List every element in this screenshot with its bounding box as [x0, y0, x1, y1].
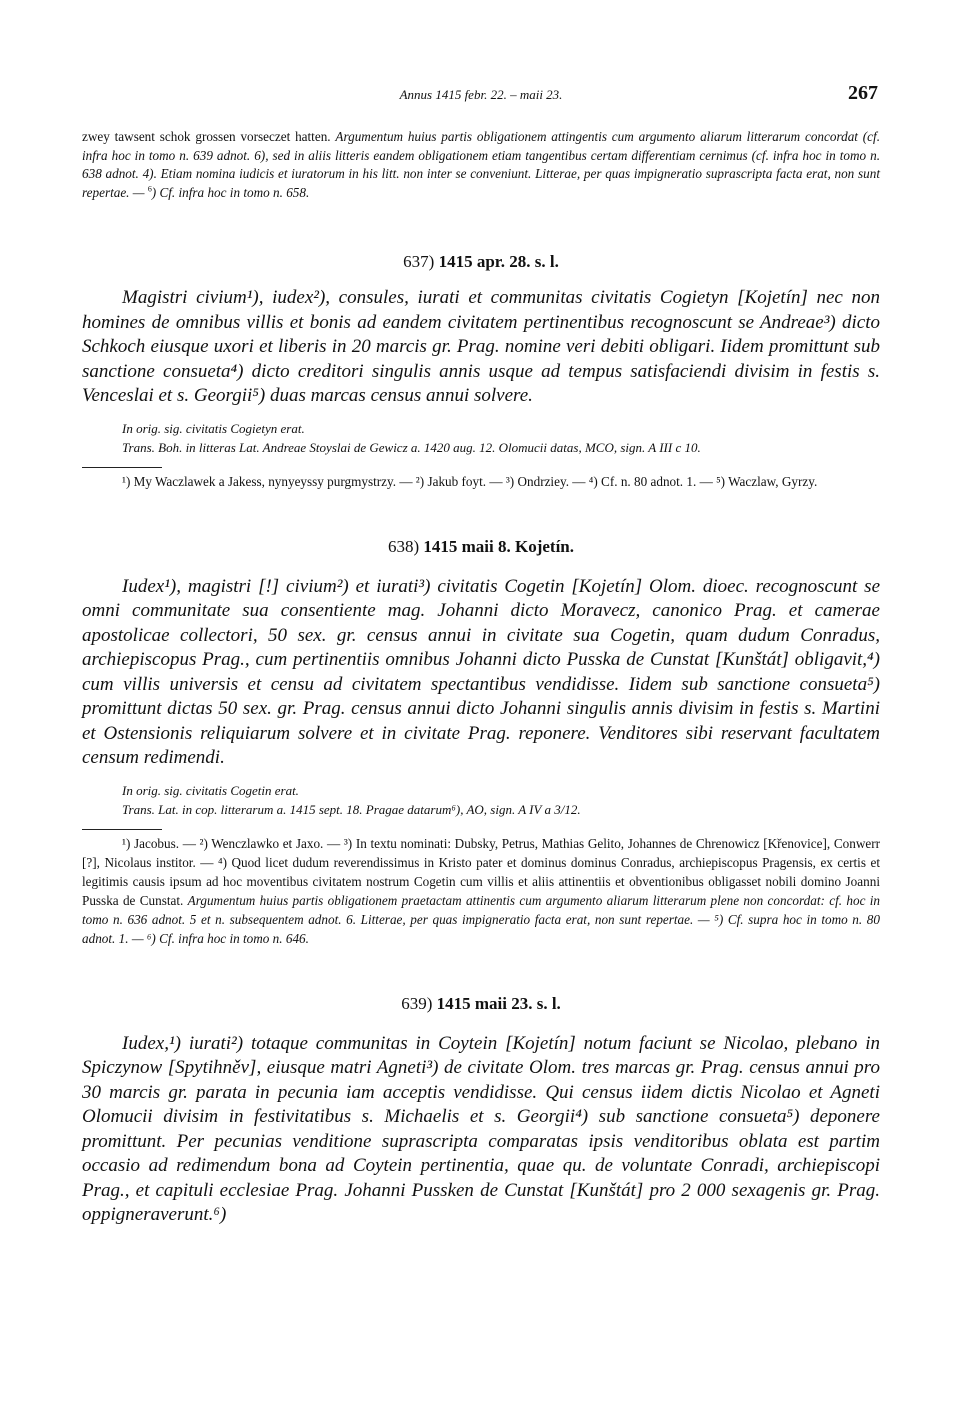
entry-heading: [82, 252, 880, 272]
tradition-line: Trans. Boh. in litteras Lat. Andreae Stoyslai de Gewicz a. 1420 aug. 12. Olomucii datas, MCO, sign. A III c 10.: [122, 439, 701, 455]
footnotes-part-b: Argumentum huius partis obligationem praetactam attinentis cum argumento aliarum litterarum plene non concordat: cf. hoc in tomo n. 636 adnot. 5 et n. subsequentem adnot. 6. Litterae, per quas impigneratio facta erat, non sunt repertae. — ⁵) Cf. supra hoc in tomo n. 80 adnot. 1. — ⁶) Cf. infra hoc in tomo n. 646.: [82, 892, 881, 946]
continuation-italic: Argumentum huius partis obligationem attingentis cum argumento aliarum litterarum concordat (cf. infra hoc in tomo n. 639 adnot. 6), sed in aliis litteris eandem obligationem etiam tangentibus certam differentiam cernimus (cf. infra hoc in tomo n. 638 adnot. 4). Etiam nomina iudicis et iuratorum in his litt. non inter se conveniunt. Litterae, per quas impigneratio suprascripta facta erat, non sunt repertae. —: [82, 129, 880, 200]
entry-heading: [82, 537, 880, 557]
entry-number: 638): [387, 536, 420, 556]
continuation-note: [82, 128, 880, 202]
footnote-rule: [82, 467, 162, 468]
regest-text: Magistri civium¹), iudex²), consules, iurati et communitas civitatis Cogietyn [Kojetín] nec non homines de omnibus villis et bonis ad eandem civitatem pertinentibus recognoscunt se Andreae³) dicto Schkoch eiusque uxori et liberis in 20 marcis gr. Prag. nomine veri debiti obligari. Iidem promittunt sub sanctione consueta⁴) dicto creditori singulis annis usque ad tempus satisfaciendi divisim in festis s. Venceslai et s. Georgii⁵) duas marcas census annui solvere.: [82, 287, 880, 407]
entry-heading: [82, 994, 880, 1014]
footnotes-part-a: ¹) Jacobus. — ²) Wenczlawko et Jaxo. — ³) In textu nominati: Dubsky, Petrus, Mathias Gelito, Johannes de Chrenowicz [Křenovice], Conwerr [?], Nicolaus institor. — ⁴) Quod licet dudum reverendissimus in Kristo pater et dominus dominus Conradus, archiepiscopus Pragensis, ex certis et legitimis causis ipsum ad hoc moventibus civitatem nostrum Cogetin cum villis et aliis attinentiis et obventionibus obligasset nobili domino Joanni Pusska de Cunstat.: [82, 835, 880, 908]
continuation-end: ) Cf. infra hoc in tomo n. 658.: [151, 184, 310, 200]
footnote-rule: [82, 829, 162, 830]
tradition-line: In orig. sig. civitatis Cogietyn erat.: [122, 420, 305, 436]
document-page: [82, 80, 880, 1228]
regest-text: Iudex,¹) iurati²) totaque communitas in Coytein [Kojetín] notum faciunt se Nicolao, plebano in Spiczynow [Spytihněv], eiusque matri Agneti³) de civitate Olom. tres marcas gr. Prag. census annui pro 30 marcis gr. parata in pecunia iam acceptis vendidisse. Qui census iidem dictis Nicolao et Agneti Olomucii divisim in festivitatibus s. Michaelis et s. Georgii⁴) sub sanctione consueta⁵) deponere promittunt. Per pecunias venditione suprascripta comparatas ipsis venditoribus oblata est partim occasio ad redimendum bona ad Coytein pertinentia, quae qu. de voluntate Conradi, archiepiscopi Prag., et capituli ecclesiae Prag. Johanni Pussken de Cunstat [Kunštát] pro 2 000 sexagenis gr. Prag. oppigneraverunt.⁶): [82, 1032, 880, 1226]
footnotes: ¹) My Waczlawek a Jakess, nynyeyssy purgmystrzy. — ²) Jakub foyt. — ³) Ondrziey. — ⁴) Cf. n. 80 adnot. 1. — ⁵) Waczlaw, Gyrzy.: [122, 473, 818, 489]
page-header: [82, 80, 880, 114]
entry-number: 637): [403, 252, 435, 272]
entry-number: 639): [401, 993, 433, 1013]
note-6-mark: 6: [147, 184, 152, 194]
entry-date: 1415 maii 23. s. l.: [436, 993, 561, 1013]
continuation-roman: zwey tawsent schok grossen vorseczet hatten.: [82, 129, 336, 144]
tradition-line: In orig. sig. civitatis Cogetin erat.: [122, 782, 299, 798]
regest-text: Iudex¹), magistri [!] civium²) et iurati³) civitatis Cogetin [Kojetín] Olom. dioec. recognoscunt se omni communitate sua consentiente mag. Johanni dicto Moravecz, canonico Prag. et camerae apostolicae collectori, 50 sex. gr. census annui in civitate sua Cogetin, quam dudum Conradus, archiepiscopus Prag., cum pertinentiis omnibus Johanni dicto Pusska de Cunstat [Kunštát] obligavit,⁴) cum villis universis et censu ad civitatem spectantibus vendidisse. Iidem sub sanctione consueta⁵) promittunt dictas 50 sex. gr. Prag. census annui dicto Johanni singulis annis divisim in festis s. Martini et Ostensionis reliquiarum solvere et in civitate Prag. reponere. Venditores sibi reservant facultatem censum redimendi.: [82, 575, 880, 769]
entry-date: 1415 apr. 28. s. l.: [438, 252, 559, 272]
entry-date: 1415 maii 8. Kojetín.: [423, 536, 575, 556]
tradition-line: Trans. Lat. in cop. litterarum a. 1415 sept. 18. Pragae datarum⁶), AO, sign. A IV a 3/12.: [122, 801, 581, 817]
footnotes: [82, 834, 880, 948]
running-head: Annus 1415 febr. 22. – maii 23.: [399, 87, 563, 102]
page-number: 267: [848, 82, 878, 104]
